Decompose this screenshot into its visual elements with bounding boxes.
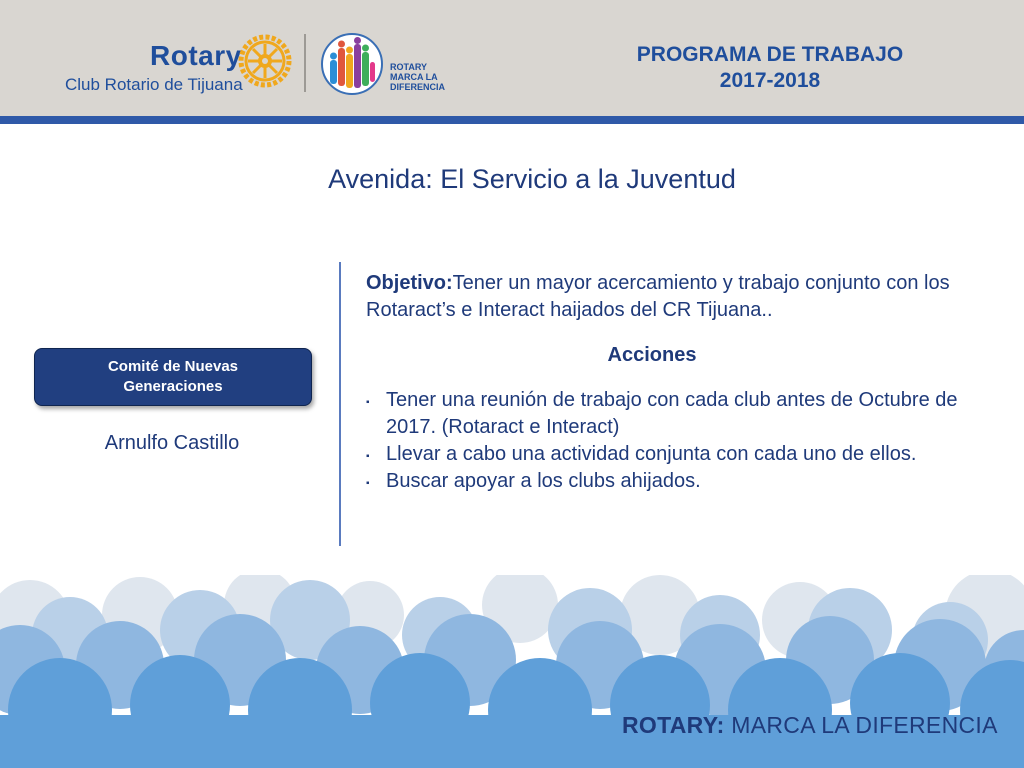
campaign-logo-line: DIFERENCIA [390,82,446,92]
footer-slogan [622,712,998,739]
action-text: Tener una reunión de trabajo con cada club antes de Octubre de 2017. (Rotaract e Interact) [386,389,958,438]
bullet-icon: ▪ [366,397,370,408]
marca-la-diferencia-logo-icon [320,32,384,96]
column-divider [339,262,341,546]
action-text: Buscar apoyar a los clubs ahijados. [386,470,701,492]
bullet-icon: ▪ [366,451,370,462]
campaign-logo-line: ROTARY [390,62,427,72]
actions-list [366,387,966,495]
bubble-footer-art [0,575,1024,768]
committee-line: Comité de Nuevas [107,358,239,375]
objective-paragraph [366,270,966,324]
footer-brand: ROTARY: [622,712,725,738]
objective-text: Tener un mayor acercamiento y trabajo conjunto con los Rotaract’s e Interact haijados del CR Tijuana.. [366,272,950,321]
campaign-logo-line: MARCA LA [390,72,438,82]
list-item [366,468,966,495]
footer-slogan-text: MARCA LA DIFERENCIA [724,712,998,738]
rotary-wheel-icon [238,34,292,88]
campaign-logo-text [390,62,445,92]
program-title-line: PROGRAMA DE TRABAJO [636,43,904,66]
program-title [620,42,920,94]
committee-line: Generaciones [123,378,223,395]
committee-box [34,348,312,406]
header-rule [0,116,1024,124]
header-divider [304,34,306,92]
header-band [0,0,1024,116]
action-text: Llevar a cabo una actividad conjunta con cada uno de ellos. [386,443,917,465]
slide-title: Avenida: El Servicio a la Juventud [328,164,736,194]
bullet-icon: ▪ [366,478,370,489]
list-item [366,441,966,468]
rotary-wordmark: Rotary [150,40,242,71]
club-name: Club Rotario de Tijuana [65,75,243,94]
objective-label: Objetivo: [366,272,453,294]
content-column [366,270,966,495]
list-item [366,387,966,441]
program-title-year: 2017-2018 [719,69,821,92]
actions-heading: Acciones [607,344,697,366]
responsible-person: Arnulfo Castillo [104,432,240,454]
